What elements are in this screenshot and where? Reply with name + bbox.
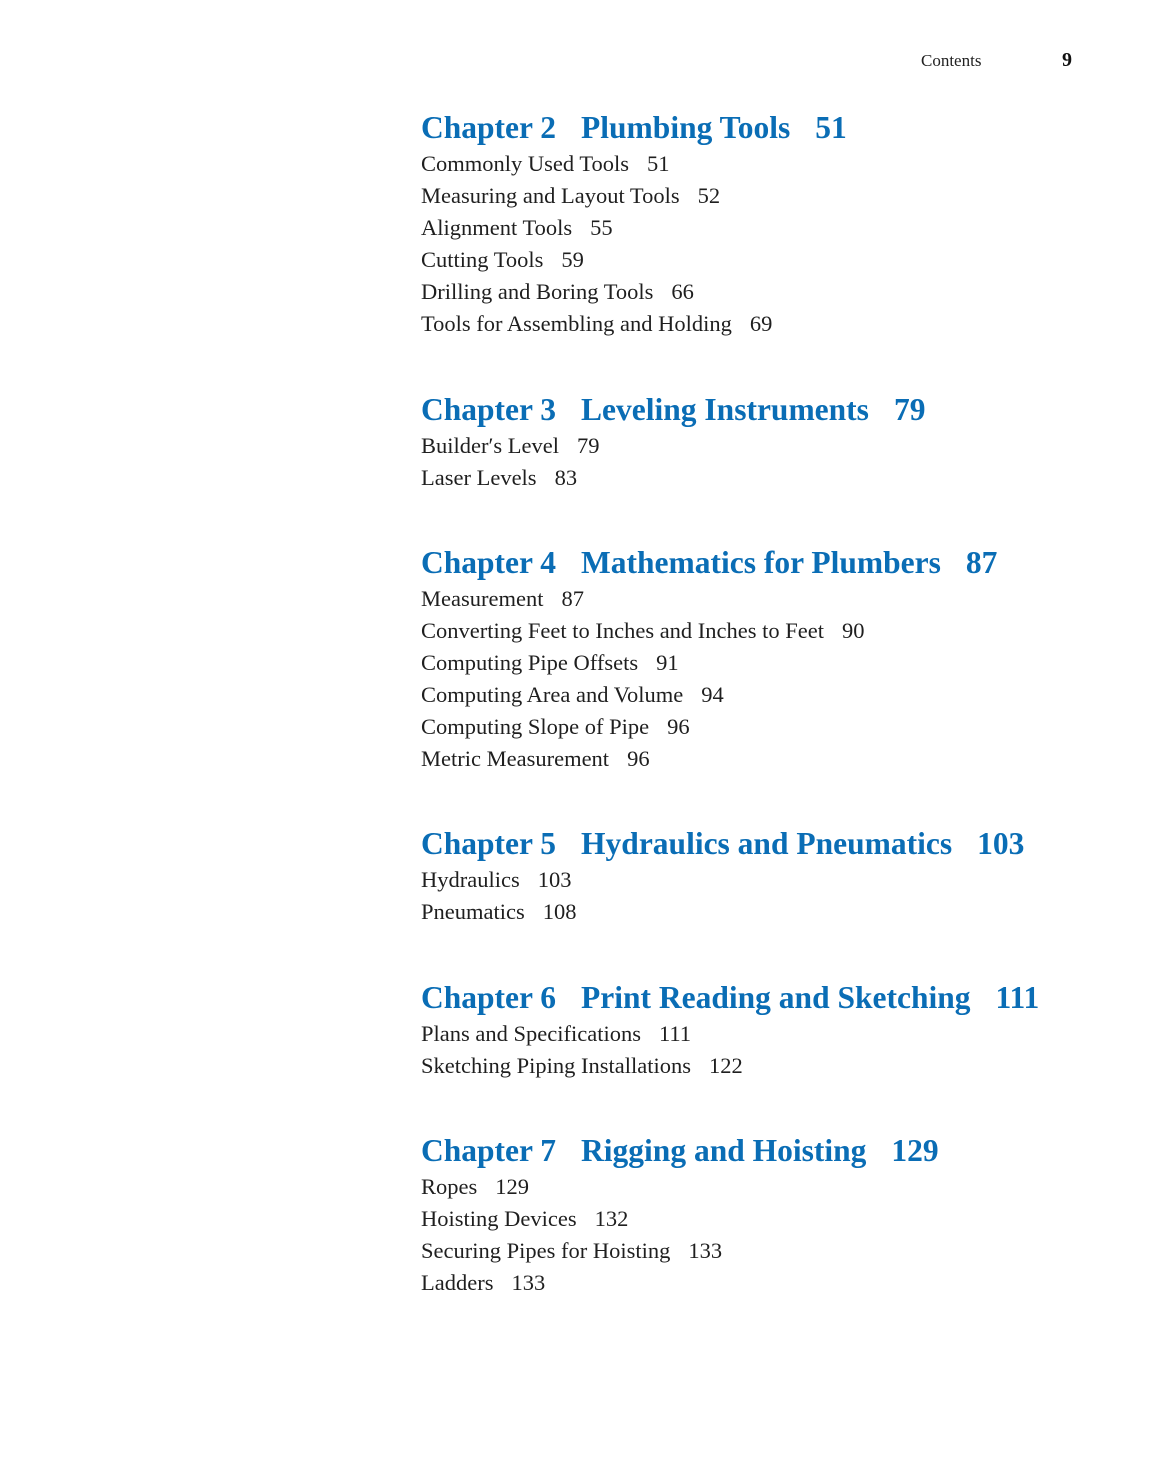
entry-title: Securing Pipes for Hoisting [421, 1237, 671, 1263]
toc-entry[interactable] [421, 244, 1121, 276]
chapter-title: Plumbing Tools [581, 110, 791, 145]
entry-title: Drilling and Boring Tools [421, 279, 654, 305]
toc-entry[interactable] [421, 647, 1121, 679]
chapter-title: Leveling Instruments [581, 391, 869, 427]
entry-title: Measuring and Layout Tools [421, 183, 680, 209]
entry-title: Ropes [421, 1173, 478, 1199]
entry-page: 69 [749, 311, 773, 337]
entry-title: Converting Feet to Inches and Inches to Feet [421, 617, 825, 643]
entry-page: 51 [647, 151, 670, 176]
entry-title: Computing Slope of Pipe [421, 714, 650, 740]
entry-page: 59 [561, 247, 584, 273]
entry-title: Tools for Assembling and Holding [421, 311, 732, 337]
toc-entry[interactable] [421, 180, 1121, 212]
entry-page: 103 [537, 867, 572, 893]
entry-page: 52 [697, 183, 721, 209]
chapter-title: Print Reading and Sketching [581, 979, 971, 1015]
chapter-page: 103 [977, 826, 1025, 862]
entry-page: 132 [594, 1205, 629, 1231]
entry-title: Builder′s Level [421, 432, 560, 458]
toc-entry[interactable] [421, 308, 1121, 340]
toc-entry[interactable] [421, 212, 1121, 244]
page-number: 9 [1062, 49, 1072, 71]
chapter-3 [421, 390, 1121, 494]
chapter-label: Chapter 6 [421, 979, 557, 1015]
chapter-page: 111 [995, 979, 1040, 1015]
entry-title: Sketching Piping Installations [421, 1052, 691, 1078]
toc-entry[interactable] [421, 1018, 1121, 1050]
entry-page: 129 [495, 1173, 529, 1199]
entry-page: 96 [627, 746, 650, 772]
toc-entry[interactable] [421, 679, 1121, 711]
chapter-heading[interactable] [421, 824, 1121, 864]
running-head [0, 50, 1156, 74]
entry-title: Plans and Specifications [421, 1020, 641, 1046]
toc-entry[interactable] [421, 864, 1121, 896]
toc-entry[interactable] [421, 430, 1121, 462]
chapter-label: Chapter 2 [421, 110, 557, 145]
toc-entry[interactable] [421, 1267, 1121, 1299]
toc-entry[interactable] [421, 711, 1121, 743]
chapter-label: Chapter 7 [421, 1132, 557, 1168]
chapter-5 [421, 824, 1121, 928]
toc-entry[interactable] [421, 615, 1121, 647]
chapter-page: 79 [893, 391, 926, 427]
toc-entry[interactable] [421, 743, 1121, 775]
running-head-section: Contents [921, 51, 982, 70]
entry-title: Laser Levels [421, 464, 537, 490]
toc-entry[interactable] [421, 148, 1121, 180]
chapter-6 [421, 978, 1121, 1082]
table-of-contents [421, 108, 1121, 1348]
chapter-4 [421, 543, 1121, 776]
chapter-heading[interactable] [421, 108, 1121, 148]
toc-entry[interactable] [421, 462, 1121, 494]
chapter-label: Chapter 5 [421, 826, 557, 862]
toc-entry[interactable] [421, 583, 1121, 615]
chapter-page: 51 [815, 110, 847, 145]
entry-title: Metric Measurement [421, 746, 610, 772]
entry-page: 83 [554, 464, 578, 490]
entry-page: 96 [667, 714, 690, 740]
entry-title: Measurement [421, 585, 544, 611]
chapter-page: 129 [891, 1132, 939, 1168]
entry-title: Hoisting Devices [421, 1205, 577, 1231]
chapter-7 [421, 1131, 1121, 1299]
entry-title: Cutting Tools [421, 247, 544, 273]
entry-page: 66 [671, 279, 694, 305]
toc-entry[interactable] [421, 276, 1121, 308]
entry-title: Pneumatics [421, 899, 525, 925]
chapter-label: Chapter 3 [421, 391, 557, 427]
toc-entry[interactable] [421, 1171, 1121, 1203]
toc-entry[interactable] [421, 1235, 1121, 1267]
entry-page: 87 [561, 585, 584, 611]
entry-page: 91 [656, 649, 679, 675]
entry-page: 55 [590, 215, 613, 241]
entry-page: 133 [511, 1269, 546, 1295]
entry-title: Hydraulics [421, 867, 520, 893]
chapter-heading[interactable] [421, 978, 1121, 1018]
chapter-title: Hydraulics and Pneumatics [581, 826, 953, 862]
entry-page: 94 [701, 682, 724, 708]
entry-page: 79 [577, 432, 600, 458]
toc-entry[interactable] [421, 896, 1121, 928]
entry-page: 122 [709, 1052, 743, 1078]
chapter-2 [421, 108, 1121, 341]
chapter-page: 87 [965, 544, 998, 580]
entry-page: 111 [658, 1020, 692, 1046]
toc-entry[interactable] [421, 1203, 1121, 1235]
toc-entry[interactable] [421, 1050, 1121, 1082]
chapter-label: Chapter 4 [421, 544, 557, 580]
chapter-heading[interactable] [421, 1131, 1121, 1171]
entry-title: Commonly Used Tools [421, 151, 630, 176]
chapter-title: Rigging and Hoisting [581, 1132, 867, 1168]
chapter-title: Mathematics for Plumbers [581, 544, 941, 580]
entry-title: Computing Area and Volume [421, 682, 684, 708]
entry-page: 133 [688, 1237, 723, 1263]
chapter-heading[interactable] [421, 543, 1121, 583]
entry-title: Ladders [421, 1269, 494, 1295]
entry-title: Alignment Tools [421, 215, 573, 241]
chapter-heading[interactable] [421, 390, 1121, 430]
entry-title: Computing Pipe Offsets [421, 649, 639, 675]
entry-page: 108 [542, 899, 577, 925]
entry-page: 90 [842, 617, 865, 643]
